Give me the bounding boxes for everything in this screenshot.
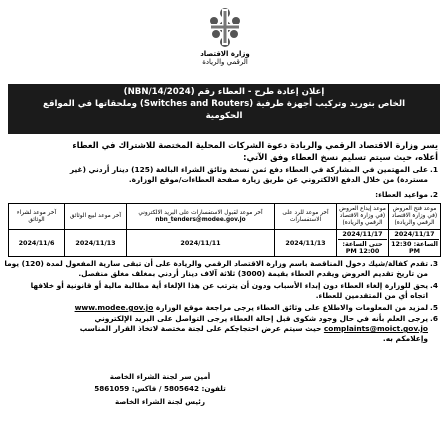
intro-paragraph [10, 139, 438, 163]
cell-opening [389, 230, 441, 257]
footer-contact: تلفون: 5805642 / فاكس: 5861059 [94, 384, 226, 393]
banner-line-1: إعلان إعادة طرح - العطاء رقم (2024/NBN/14) [123, 87, 325, 97]
item-3 [4, 259, 438, 279]
item-5-number: 5. [430, 303, 438, 312]
header-reply: آخر موعد للرد على الاستفسارات [275, 204, 337, 230]
header-inquiries-label: آخر موعد لقبول الاستفسارات على البريد الالكتروني [138, 209, 263, 216]
logo-line-1: وزارة الاقتصاد [200, 50, 250, 58]
deposit-date: 2024/11/17 [342, 230, 383, 238]
table-header-row [9, 204, 441, 230]
item-6 [10, 314, 438, 344]
header-sale: آخر موعد لبيع الوثائق [65, 204, 127, 230]
item-4-line-2: اتجاه أي من المتقدمين للعطاء. [315, 291, 428, 300]
opening-date: 2024/11/17 [394, 230, 435, 238]
dates-table [8, 203, 441, 257]
item-3-line-1: تقدم كفالة/شيك دخول المناقصة باسم وزارة الاقتصاد الرقمي والريادة على أن تبقى سارية المفعول لمدة (120) يوما [4, 259, 428, 268]
table-row [9, 230, 441, 257]
item-4-number: 4. [430, 281, 438, 290]
item-5 [10, 303, 438, 313]
item-1 [10, 165, 438, 185]
ministry-emblem-icon [205, 6, 245, 50]
item-5-text: لمزيد من المعلومات والاطلاع على وثائق العطاء يرجى مراجعة موقع الوزارة [155, 303, 428, 312]
item-4 [10, 281, 438, 301]
cell-sale: 2024/11/13 [65, 230, 127, 257]
item-2 [10, 190, 438, 200]
item-2-number: 2. [430, 190, 438, 199]
tenders-email: nbn_tenders@modee.gov.jo [155, 216, 246, 223]
item-1-number: 1. [430, 165, 438, 174]
footer-chair: رئيس لجنة الشراء الخاصة [114, 397, 206, 406]
cell-reply: 2024/11/13 [275, 230, 337, 257]
header-inquiries [127, 204, 275, 230]
item-1-line-1: على المهتمين في المشاركة في العطاء دفع ثمن نسخة وثائق الشراء البالغة (125) دينار أردني (غير [69, 165, 428, 174]
item-3-line-2: من تاريخ تقديم العروض ويقدم العطاء بقيمة (3000) ثلاثة آلاف دينار أردني بمغلف مغلق منفصل. [78, 269, 428, 278]
title-banner [8, 84, 440, 134]
ministry-website-link[interactable]: www.modee.gov.jo [74, 303, 154, 312]
cell-purchase: 2024/11/6 [9, 230, 65, 257]
logo-line-2: الرقمي والريادة [202, 58, 248, 66]
ministry-logo [190, 6, 260, 78]
item-2-text: مواعيد العطاء: [375, 190, 428, 199]
header-opening: موعد فتح العروض (في وزارة الاقتصاد الرقمي والريادة) [389, 204, 441, 230]
intro-line-2: أعلاه، حيث سيتم تسليم نسخ العطاء وفق الآتي: [243, 152, 438, 162]
item-3-number: 3. [430, 259, 438, 268]
cell-deposit [337, 230, 389, 257]
header-deposit: موعد إيداع العروض (في وزارة الاقتصاد الرقمي والريادة) [337, 204, 389, 230]
item-4-line-1: يحق للوزارة إلغاء العطاء دون إبداء الأسباب ودون أن يترتب عن هذا الإلغاء أية مطالبة مالية أو قانونية أو خلافها [30, 281, 428, 290]
item-6-line-3: وإعلامكم به. [382, 334, 428, 343]
item-6-line-1: يرجى العلم بأنه في حال وجود شكوى قبل إحالة العطاء يرجى التواصل على البريد الإلكتروني [94, 314, 428, 323]
cell-inquiries: 2024/11/11 [127, 230, 275, 257]
complaints-email-link[interactable]: complaints@moict.gov.jo [323, 324, 428, 333]
intro-line-1: يسر وزارة الاقتصاد الرقمي والريادة دعوة الشركات المحلية المختصة للاشتراك في العطاء [72, 140, 438, 150]
opening-time: الساعة: 12:30 PM [391, 240, 438, 255]
banner-line-3: الحكومية [205, 111, 243, 121]
banner-line-2: الخاص بتوريد وتركيب أجهزة طرفية (Switches and Routers) وملحقاتها في المواقع [42, 99, 406, 109]
item-6-number: 6. [430, 314, 438, 323]
item-6-line-2: حيث سيتم عرض احتجاجكم على لجنة مختصة لاتخاذ القرار المناسب [79, 324, 322, 333]
header-purchase: آخر موعد لشراء الوثائق [9, 204, 65, 230]
deposit-time: حتى الساعة: 12:00 PM [338, 239, 387, 255]
item-1-line-2: مستردة) من خلال الدفع الالكتروني عن طريق زيارة صفحة العطاءات/موقع الوزارة. [128, 175, 428, 184]
footer-secretary: أمين سر لجنة الشراء الخاصة [109, 372, 211, 381]
